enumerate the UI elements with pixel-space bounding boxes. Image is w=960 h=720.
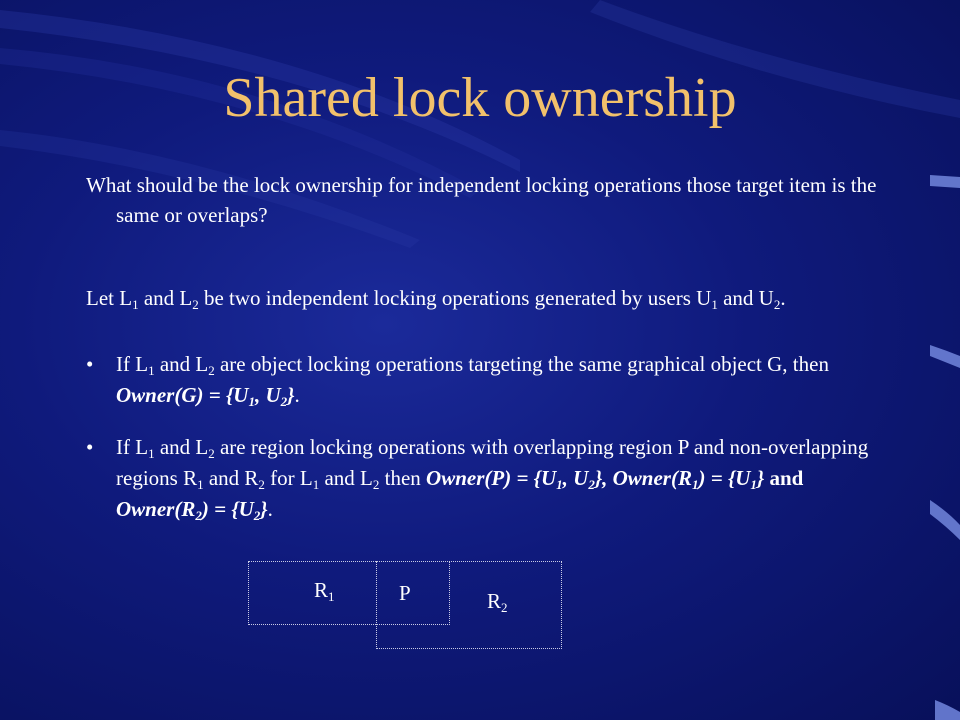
region-p-label: P — [399, 581, 411, 605]
let-statement: Let $L_1$ and $L_2$ be two independent locking operations generated by users $U_1$ and $U_2$. — [86, 286, 786, 312]
bullet-region-locking: • If $L_1$ and $L_2$ are region locking operations with overlapping region P and non-overlapping regions $R_1$ and $R_2$ for $L_1$ and $L_2$ then Owner(P) = {$U_1$, $U_2$}, $Owner(R_1) = \{U_1\}$ and $Owner(R_2) = \{U_2\}$. — [86, 432, 886, 525]
bullet-icon: • — [86, 352, 94, 376]
page-title: Shared lock ownership — [223, 67, 737, 129]
bullet-icon: • — [86, 435, 94, 459]
intro-question: What should be the lock ownership for independent locking operations those target item is the same or overlaps? — [86, 173, 877, 227]
region-r2-label: $R_2$ — [487, 589, 508, 615]
region-r1-label: $R_1$ — [314, 578, 335, 604]
bullet-object-locking: • If $L_1$ and $L_2$ are object locking operations targeting the same graphical object G, then Owner(G) = {$U_1$, $U_2$}. — [86, 349, 886, 411]
